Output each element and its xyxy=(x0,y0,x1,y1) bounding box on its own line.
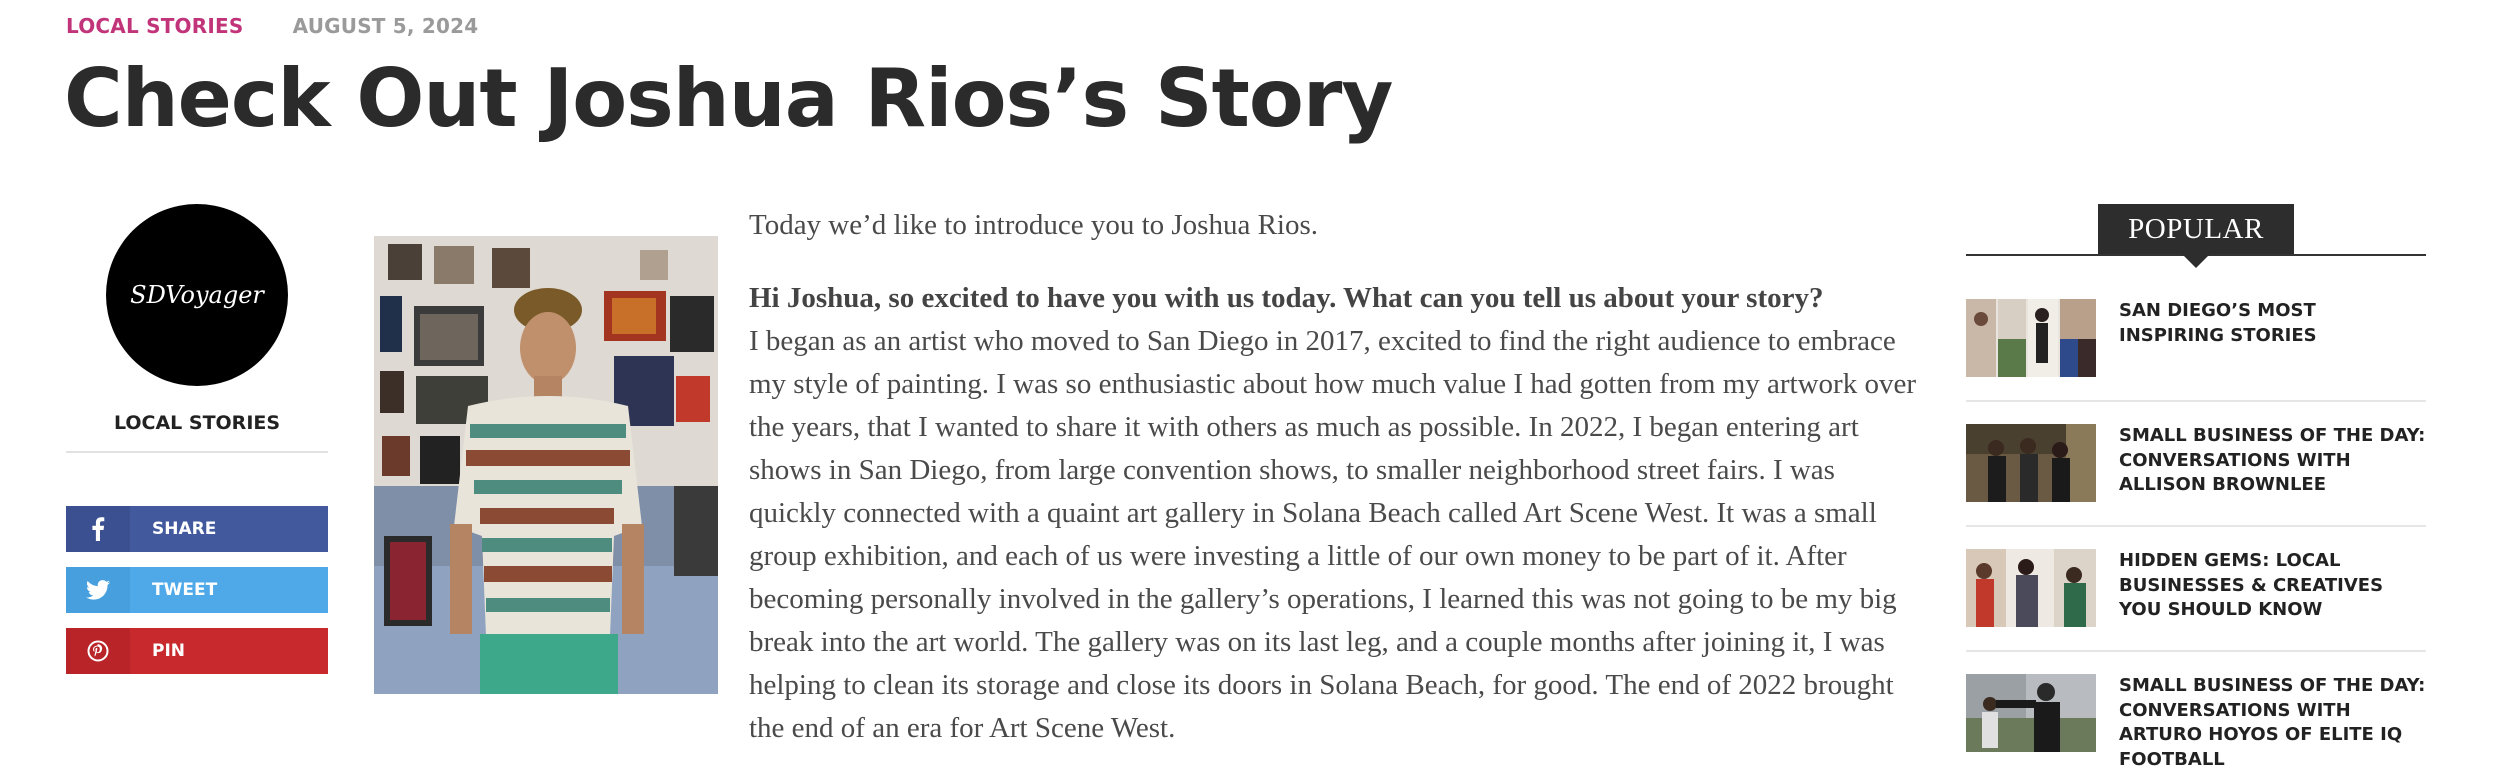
heading-pointer xyxy=(2182,254,2210,268)
author-box xyxy=(66,204,328,453)
profile-photo xyxy=(374,236,718,694)
popular-item[interactable] xyxy=(1966,299,2426,377)
popular-title[interactable]: SMALL BUSINESS OF THE DAY: CONVERSATIONS WITH ARTURO HOYOS OF ELITE IQ FOOTBALL xyxy=(2119,675,2426,770)
popular-title[interactable]: HIDDEN GEMS: LOCAL BUSINESSES & CREATIVES YOU SHOULD KNOW xyxy=(2119,550,2384,620)
popular-title[interactable]: SAN DIEGO’S MOST INSPIRING STORIES xyxy=(2119,300,2317,346)
popular-sidebar xyxy=(1966,204,2426,770)
popular-item[interactable] xyxy=(1966,674,2426,772)
popular-heading-label: POPULAR xyxy=(2098,204,2294,254)
site-logo-text: SDVoyager xyxy=(130,281,264,309)
popular-title[interactable]: SMALL BUSINESS OF THE DAY: CONVERSATIONS WITH ALLISON BROWNLEE xyxy=(2119,425,2426,495)
pinterest-icon xyxy=(66,628,130,674)
article-body xyxy=(749,204,1929,750)
share-facebook-button[interactable] xyxy=(66,506,328,552)
interview-answer: I began as an artist who moved to San Diego in 2017, excited to find the right audience to embrace my style of painting. I was so enthusiastic about how much value I had gotten from my artwork over the years, that I wanted to share it with others as much as possible. In 2022, I began entering art shows in San Diego, from large convention shows, to smaller neighborhood street fairs. I was quickly connected with a quaint art gallery in Solana Beach called Art Scene West. It was a small group exhibition, and each of us were investing a little of our own money to be part of it. After becoming personally involved in the gallery’s operations, I learned this was not going to be my big break into the art world. The gallery was on its last leg, and a couple months after joining it, I was helping to clean its storage and close its doors in Solana Beach, for good. The end of 2022 brought the end of an era for Art Scene West. xyxy=(749,325,1916,744)
divider xyxy=(1966,525,2426,527)
popular-heading xyxy=(1966,204,2426,256)
post-date: AUGUST 5, 2024 xyxy=(292,14,479,38)
popular-thumbnail[interactable] xyxy=(1966,299,2096,377)
interview-question: Hi Joshua, so excited to have you with us today. What can you tell us about your story? xyxy=(749,282,1824,314)
facebook-icon xyxy=(66,506,130,552)
category-link[interactable]: LOCAL STORIES xyxy=(66,14,244,38)
divider xyxy=(1966,650,2426,652)
post-meta xyxy=(66,14,478,38)
twitter-icon xyxy=(66,567,130,613)
page-title: Check Out Joshua Rios’s Story xyxy=(64,52,1393,145)
article-intro: Today we’d like to introduce you to Joshua Rios. xyxy=(749,209,1319,241)
popular-item[interactable] xyxy=(1966,549,2426,627)
popular-thumbnail[interactable] xyxy=(1966,424,2096,502)
pin-button[interactable] xyxy=(66,628,328,674)
popular-thumbnail[interactable] xyxy=(1966,549,2096,627)
pin-label: PIN xyxy=(152,641,186,661)
share-label: SHARE xyxy=(152,519,217,539)
tweet-label: TWEET xyxy=(152,580,218,600)
popular-item[interactable] xyxy=(1966,424,2426,502)
tweet-button[interactable] xyxy=(66,567,328,613)
popular-thumbnail[interactable] xyxy=(1966,674,2096,752)
author-category-link[interactable]: LOCAL STORIES xyxy=(66,412,328,453)
divider xyxy=(1966,400,2426,402)
site-logo[interactable] xyxy=(106,204,288,386)
